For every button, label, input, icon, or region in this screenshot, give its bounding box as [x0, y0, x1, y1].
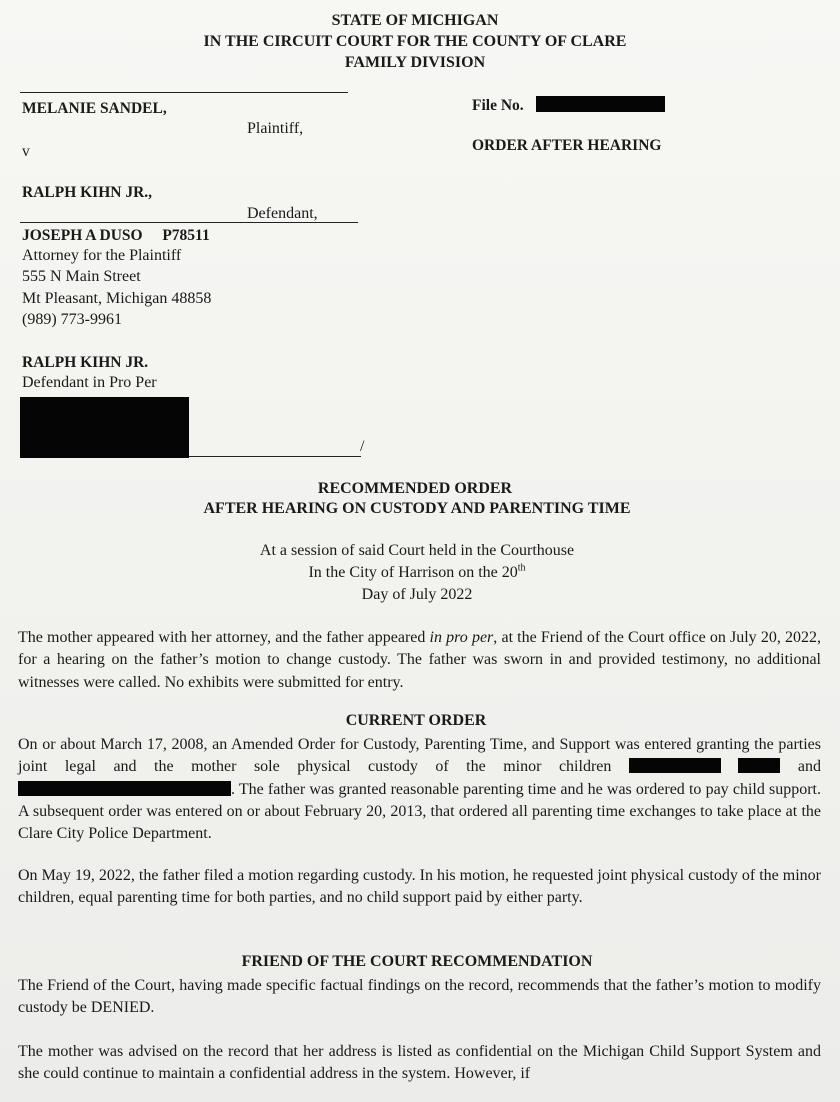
child-name-redaction-3 [18, 781, 231, 796]
defendant-block-role: Defendant in Pro Per [22, 374, 157, 391]
current-order-text-b: . The father was granted reasonable parenting time and he was ordered to pay child support. A subsequent order was entered on or about February 20, 2013, that ordered all parenting time exchanges to take place at the Clare City Police Department. [18, 780, 821, 843]
attorney-name-text: JOSEPH A DUSO [22, 227, 143, 244]
attorney-bar-number: P78511 [162, 227, 210, 244]
versus-label: v [22, 143, 30, 160]
current-order-paragraph [18, 734, 821, 845]
attorney-city: Mt Pleasant, Michigan 48858 [22, 290, 212, 307]
caption-top-rule [20, 92, 348, 93]
order-title-line2: AFTER HEARING ON CUSTODY AND PARENTING TIME [203, 500, 631, 517]
court-heading: IN THE CIRCUIT COURT FOR THE COUNTY OF CLARE [203, 33, 627, 50]
plaintiff-name: MELANIE SANDEL, [22, 100, 167, 117]
signature-rule [189, 456, 361, 457]
child-name-redaction-2 [738, 758, 780, 773]
file-no-redaction [536, 96, 665, 112]
defendant-name: RALPH KIHN JR., [22, 184, 153, 201]
confidential-address-paragraph: The mother was advised on the record that her address is listed as confidential on the Michigan Child Support System and she could continue to maintain a confidential address in the system. However, if [18, 1043, 821, 1083]
file-no-label: File No. [472, 97, 524, 114]
current-order-text-a: On or about March 17, 2008, an Amended Order for Custody, Parenting Time, and Support was entered granting the parties joint legal and the mother sole physical custody of the minor children [18, 736, 821, 776]
division-heading: FAMILY DIVISION [344, 54, 486, 71]
plaintiff-role: Plaintiff, [247, 120, 304, 137]
session-line1: At a session of said Court held in the Courthouse [259, 542, 575, 559]
recommendation-heading: FRIEND OF THE COURT RECOMMENDATION [241, 953, 593, 970]
motion-paragraph: On May 19, 2022, the father filed a motion regarding custody. In his motion, he requested joint physical custody of the minor children, equal parenting time for both parties, and no child support paid by either party. [18, 867, 821, 907]
defendant-role: Defendant, [247, 205, 318, 222]
attorney-street: 555 N Main Street [22, 268, 141, 285]
current-order-heading: CURRENT ORDER [345, 712, 487, 729]
session-line3: Day of July 2022 [361, 586, 473, 603]
attorney-name [22, 227, 210, 245]
session-line2-sup: th [517, 562, 526, 574]
intro-paragraph [18, 627, 821, 694]
intro-italic: in pro per [429, 629, 494, 646]
session-line2-text: In the City of Harrison on the 20 [308, 564, 518, 581]
caption-bottom-rule [20, 222, 358, 223]
order-type-label: ORDER AFTER HEARING [472, 137, 662, 154]
address-redaction [20, 397, 189, 458]
attorney-phone: (989) 773-9961 [22, 311, 122, 328]
state-heading: STATE OF MICHIGAN [331, 12, 499, 29]
defendant-block-name: RALPH KIHN JR. [22, 354, 149, 371]
order-title-line1: RECOMMENDED ORDER [317, 480, 513, 497]
intro-part2: , at the Friend of the Court office on July 20, 2022, for a hearing on the father’s motion to change custody. The father was sworn in and provided testimony, no additional witnesses were called. No exhibits were submitted for entry. [18, 629, 822, 691]
recommendation-paragraph: The Friend of the Court, having made specific factual findings on the record, recommends that the father’s motion to modify custody be DENIED. [18, 977, 821, 1017]
current-order-and: and [780, 758, 821, 776]
attorney-role: Attorney for the Plaintiff [22, 247, 182, 264]
closing-slash: / [360, 438, 365, 455]
child-name-redaction-1 [629, 758, 721, 773]
session-line2 [0, 564, 834, 582]
intro-part1: The mother appeared with her attorney, and the father appeared [18, 629, 430, 646]
